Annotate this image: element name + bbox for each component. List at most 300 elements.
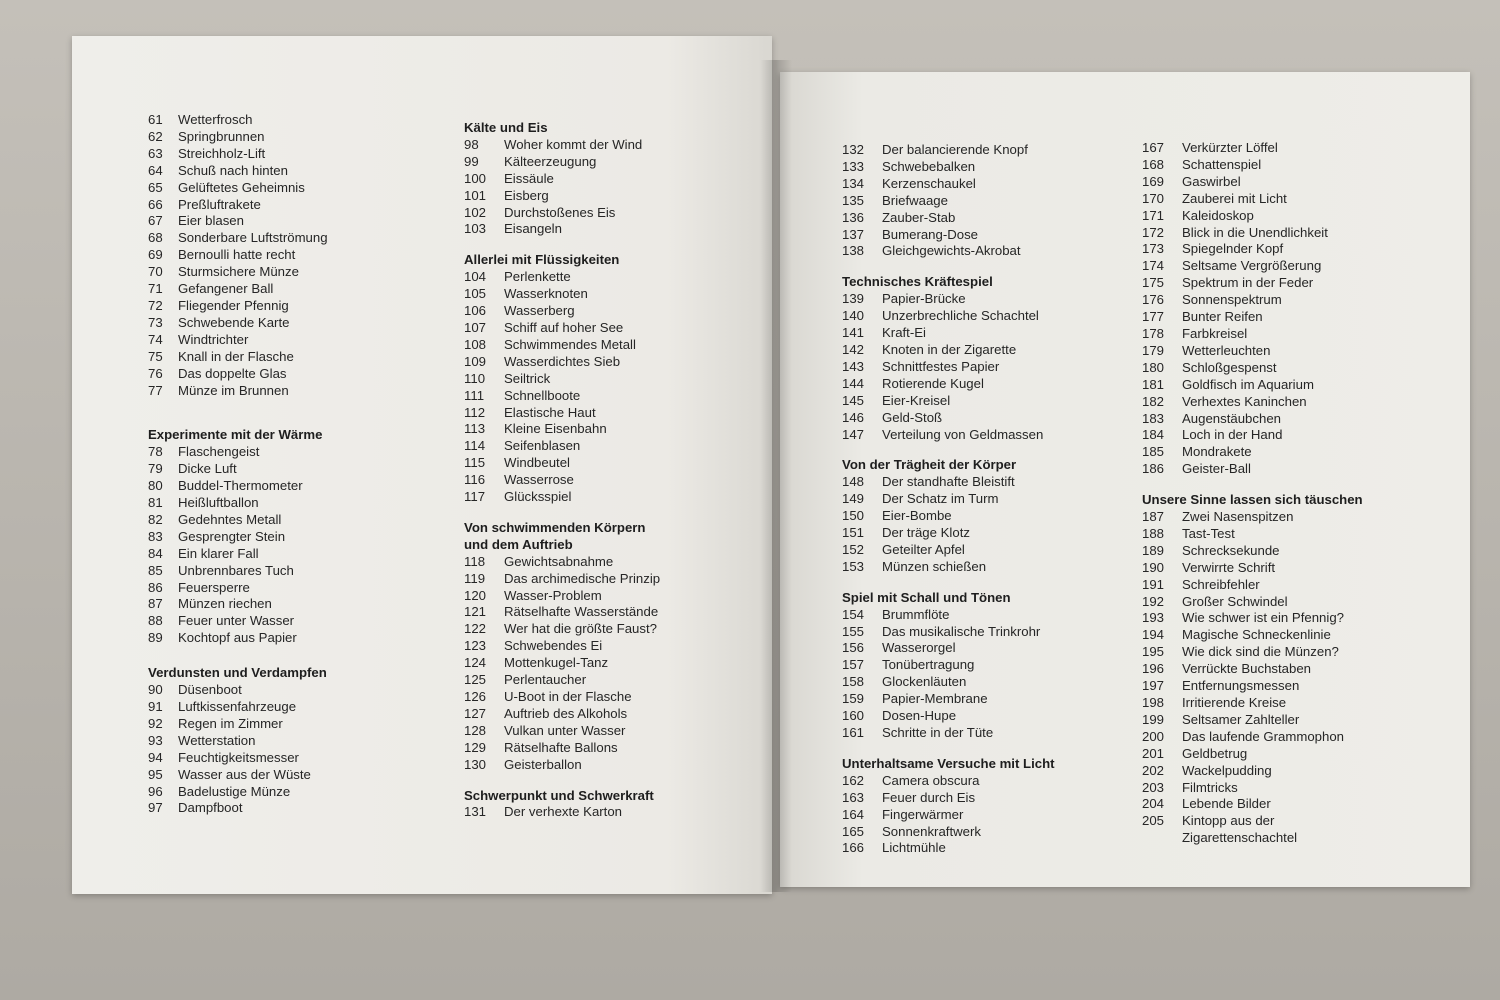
toc-entry xyxy=(842,691,1055,708)
entry-title: Woher kommt der Wind xyxy=(504,136,643,152)
toc-column-3 xyxy=(842,142,1055,857)
entry-number: 153 xyxy=(842,558,865,574)
entry-number: 126 xyxy=(464,689,487,704)
section-heading: Schwerpunkt und Schwerkraft xyxy=(464,787,654,803)
toc-entry xyxy=(464,421,660,438)
toc-entry xyxy=(148,163,328,180)
entry-number: 110 xyxy=(464,370,486,386)
right-page xyxy=(780,72,1470,887)
toc-entry xyxy=(148,461,328,478)
entry-title: Verkürzter Löffel xyxy=(1182,140,1278,155)
toc-block xyxy=(1142,509,1363,830)
toc-entry xyxy=(1142,275,1363,292)
entry-title: Der träge Klotz xyxy=(882,525,970,541)
entry-title: Fingerwärmer xyxy=(882,806,964,822)
toc-entry xyxy=(148,512,328,529)
entry-number: 190 xyxy=(1142,559,1165,575)
entry-number: 114 xyxy=(464,438,486,454)
entry-number: 99 xyxy=(464,153,479,169)
entry-number: 197 xyxy=(1142,678,1165,694)
entry-title: Lichtmühle xyxy=(882,840,946,856)
toc-entry xyxy=(842,725,1055,742)
entry-number: 200 xyxy=(1142,728,1165,744)
toc-entry xyxy=(842,525,1055,542)
toc-entry xyxy=(1142,661,1363,678)
entry-title: Feuer durch Eis xyxy=(882,789,976,805)
toc-entry xyxy=(464,571,660,588)
entry-number: 205 xyxy=(1142,813,1165,829)
entry-number: 160 xyxy=(842,708,865,724)
entry-number: 140 xyxy=(842,308,865,324)
entry-number: 165 xyxy=(842,823,865,839)
entry-title: Seifenblasen xyxy=(504,438,581,454)
entry-title: Kerzenschaukel xyxy=(882,175,976,191)
toc-entry xyxy=(148,563,328,580)
entry-title: Eisangeln xyxy=(504,221,562,237)
entry-title: Brummflöte xyxy=(882,606,950,622)
entry-number: 187 xyxy=(1142,509,1165,525)
toc-entry xyxy=(464,286,660,303)
entry-title: Großer Schwindel xyxy=(1182,593,1288,609)
entry-title: Farbkreisel xyxy=(1182,325,1248,341)
entry-number: 106 xyxy=(464,303,487,319)
entry-title: Wasser-Problem xyxy=(504,587,602,603)
entry-title: Magische Schneckenlinie xyxy=(1182,627,1331,643)
toc-entry xyxy=(1142,526,1363,543)
toc-entry xyxy=(148,383,328,400)
entry-number: 172 xyxy=(1142,224,1165,240)
toc-entry xyxy=(464,489,660,506)
entry-title: Seiltrick xyxy=(504,370,551,386)
toc-entry xyxy=(1142,427,1363,444)
toc-entry xyxy=(464,588,660,605)
entry-title: Seltsame Vergrößerung xyxy=(1182,258,1322,274)
entry-number: 182 xyxy=(1142,393,1165,409)
entry-number: 65 xyxy=(148,179,163,195)
toc-entry xyxy=(842,376,1055,393)
toc-block xyxy=(464,269,660,506)
toc-entry xyxy=(842,624,1055,641)
entry-number: 113 xyxy=(464,421,486,437)
toc-entry xyxy=(842,491,1055,508)
entry-number: 62 xyxy=(148,128,163,144)
entry-number: 180 xyxy=(1142,359,1165,375)
entry-title: Wetterleuchten xyxy=(1182,342,1271,358)
entry-number: 89 xyxy=(148,630,163,646)
toc-entry xyxy=(842,159,1055,176)
toc-entry xyxy=(464,472,660,489)
entry-title: Der standhafte Bleistift xyxy=(882,474,1015,490)
toc-entry xyxy=(842,291,1055,308)
toc-entry xyxy=(148,332,328,349)
toc-entry xyxy=(1142,678,1363,695)
entry-number: 158 xyxy=(842,674,865,690)
entry-number: 109 xyxy=(464,353,487,369)
toc-entry xyxy=(148,281,328,298)
entry-title: Verrückte Buchstaben xyxy=(1182,661,1312,677)
entry-title: Lebende Bilder xyxy=(1182,796,1271,812)
toc-entry xyxy=(148,197,328,214)
entry-number: 72 xyxy=(148,297,163,313)
entry-title: Verwirrte Schrift xyxy=(1182,559,1276,575)
toc-entry xyxy=(464,171,660,188)
entry-title: Wetterstation xyxy=(178,732,256,748)
entry-title: Gefangener Ball xyxy=(178,281,274,297)
entry-number: 119 xyxy=(464,570,486,586)
entry-number: 185 xyxy=(1142,444,1165,460)
entry-title: Münzen schießen xyxy=(882,558,987,574)
entry-number: 111 xyxy=(464,387,485,403)
entry-title: Preßluftrakete xyxy=(178,196,261,212)
entry-title: Geister-Ball xyxy=(1182,461,1251,477)
entry-number: 192 xyxy=(1142,593,1165,609)
section-heading: Kälte und Eis xyxy=(464,120,548,135)
toc-entry xyxy=(842,243,1055,260)
entry-number: 144 xyxy=(842,375,865,391)
toc-entry xyxy=(842,824,1055,841)
entry-number: 125 xyxy=(464,672,487,688)
entry-number: 91 xyxy=(148,699,163,714)
entry-number: 130 xyxy=(464,756,487,772)
entry-number: 83 xyxy=(148,528,163,544)
entry-number: 66 xyxy=(148,196,163,212)
entry-number: 196 xyxy=(1142,661,1165,677)
toc-entry xyxy=(464,672,660,689)
entry-title: Vulkan unter Wasser xyxy=(504,722,626,738)
entry-title: Feuer unter Wasser xyxy=(178,613,295,629)
toc-entry xyxy=(1142,174,1363,191)
toc-entry xyxy=(148,613,328,630)
entry-number: 78 xyxy=(148,444,163,460)
toc-column-2 xyxy=(464,120,660,821)
entry-number: 95 xyxy=(148,766,163,782)
toc-entry xyxy=(148,180,328,197)
toc-entry xyxy=(464,706,660,723)
section-heading-line-2: und dem Auftrieb xyxy=(464,536,573,552)
entry-title: Windbeutel xyxy=(504,455,570,471)
entry-title: Kaleidoskop xyxy=(1182,207,1254,223)
entry-title: Glücksspiel xyxy=(504,489,572,505)
toc-entry xyxy=(1142,140,1363,157)
entry-number: 176 xyxy=(1142,292,1165,308)
toc-entry xyxy=(148,247,328,264)
entry-title: Wasserberg xyxy=(504,303,575,319)
toc-entry xyxy=(148,349,328,366)
toc-entry xyxy=(464,154,660,171)
entry-number: 145 xyxy=(842,392,865,408)
entry-title: Windtrichter xyxy=(178,331,249,347)
entry-title: Schwebebalken xyxy=(882,158,976,174)
entry-title: Schwimmendes Metall xyxy=(504,336,636,352)
entry-number: 159 xyxy=(842,691,865,707)
section-heading: Technisches Kräftespiel xyxy=(842,274,993,290)
entry-number: 127 xyxy=(464,705,487,721)
toc-entry xyxy=(842,474,1055,491)
toc-entry xyxy=(842,807,1055,824)
toc-entry xyxy=(1142,543,1363,560)
toc-entry xyxy=(1142,746,1363,763)
entry-title: Entfernungsmessen xyxy=(1182,678,1300,694)
entry-title: Goldfisch im Aquarium xyxy=(1182,376,1314,392)
toc-entry xyxy=(464,354,660,371)
entry-title: Geldbetrug xyxy=(1182,745,1248,761)
entry-title: Kraft-Ei xyxy=(882,325,926,341)
entry-title: U-Boot in der Flasche xyxy=(504,689,632,704)
section-heading: Von schwimmenden Körpern xyxy=(464,519,646,535)
entry-title: Verhextes Kaninchen xyxy=(1182,393,1307,409)
toc-block xyxy=(148,682,328,817)
toc-entry xyxy=(148,580,328,597)
entry-title: Verteilung von Geldmassen xyxy=(882,426,1044,442)
toc-entry xyxy=(464,455,660,472)
entry-title: Sturmsichere Münze xyxy=(178,264,299,280)
entry-title: Schwebende Karte xyxy=(178,314,290,330)
entry-title: Eier-Bombe xyxy=(882,508,952,524)
toc-entry xyxy=(148,529,328,546)
entry-title: Das archimedische Prinzip xyxy=(504,570,661,586)
entry-title: Buddel-Thermometer xyxy=(178,478,303,494)
toc-entry xyxy=(148,733,328,750)
toc-entry xyxy=(148,699,328,716)
entry-title: Papier-Brücke xyxy=(882,291,966,307)
entry-number: 163 xyxy=(842,789,865,805)
entry-title: Kochtopf aus Papier xyxy=(178,630,297,646)
entry-title: Wer hat die größte Faust? xyxy=(504,621,657,637)
entry-number: 100 xyxy=(464,170,487,186)
toc-entry xyxy=(1142,644,1363,661)
toc-entry xyxy=(1142,509,1363,526)
entry-title: Gedehntes Metall xyxy=(178,511,282,527)
toc-entry xyxy=(148,682,328,699)
entry-title: Zauberei mit Licht xyxy=(1182,190,1287,206)
entry-title: Wasserrose xyxy=(504,472,574,488)
toc-entry xyxy=(464,337,660,354)
entry-number: 102 xyxy=(464,204,487,220)
toc-entry xyxy=(1142,394,1363,411)
entry-number: 124 xyxy=(464,655,487,671)
entry-number: 175 xyxy=(1142,275,1165,291)
entry-title: Münzen riechen xyxy=(178,596,272,612)
toc-entry xyxy=(464,371,660,388)
entry-title: Augenstäubchen xyxy=(1182,410,1281,426)
entry-number: 97 xyxy=(148,800,163,816)
entry-number: 198 xyxy=(1142,695,1165,710)
entry-number: 71 xyxy=(148,281,163,297)
toc-entry xyxy=(464,621,660,638)
toc-block xyxy=(148,112,328,399)
toc-entry xyxy=(842,840,1055,857)
toc-entry xyxy=(842,325,1055,342)
entry-title: Schattenspiel xyxy=(1182,156,1262,172)
toc-entry xyxy=(148,800,328,817)
entry-number: 85 xyxy=(148,562,163,578)
entry-title: Eier blasen xyxy=(178,213,244,229)
entry-title: Tonübertragung xyxy=(882,657,975,673)
entry-title: Schritte in der Tüte xyxy=(882,725,994,740)
entry-number: 139 xyxy=(842,291,865,307)
entry-number: 67 xyxy=(148,213,163,229)
entry-number: 135 xyxy=(842,192,865,208)
entry-title: Rotierende Kugel xyxy=(882,375,984,391)
entry-title: Zwei Nasenspitzen xyxy=(1182,509,1294,525)
book-gutter xyxy=(760,60,792,892)
toc-entry xyxy=(464,723,660,740)
entry-number: 161 xyxy=(842,725,865,740)
entry-title: Badelustige Münze xyxy=(178,783,291,799)
toc-entry xyxy=(842,227,1055,244)
toc-entry xyxy=(1142,411,1363,428)
toc-entry xyxy=(148,213,328,230)
entry-title: Gelüftetes Geheimnis xyxy=(178,179,305,195)
entry-number: 157 xyxy=(842,657,865,673)
entry-number: 76 xyxy=(148,365,163,381)
toc-block xyxy=(842,773,1055,858)
toc-entry xyxy=(842,790,1055,807)
entry-number: 142 xyxy=(842,341,865,357)
toc-entry xyxy=(148,264,328,281)
section-heading: Verdunsten und Verdampfen xyxy=(148,665,327,681)
entry-number: 118 xyxy=(464,553,486,569)
entry-number: 82 xyxy=(148,511,163,527)
entry-number: 201 xyxy=(1142,745,1165,761)
toc-entry xyxy=(148,767,328,784)
entry-number: 194 xyxy=(1142,627,1165,643)
entry-title: Der balancierende Knopf xyxy=(882,142,1028,157)
entry-title: Schwebendes Ei xyxy=(504,638,603,654)
toc-entry xyxy=(464,655,660,672)
toc-entry xyxy=(464,438,660,455)
toc-entry xyxy=(148,112,328,129)
entry-title: Springbrunnen xyxy=(178,128,265,144)
toc-entry xyxy=(842,393,1055,410)
toc-entry xyxy=(148,129,328,146)
toc-entry xyxy=(1142,360,1363,377)
toc-entry xyxy=(1142,241,1363,258)
toc-entry xyxy=(1142,712,1363,729)
toc-column-1 xyxy=(148,112,328,817)
section-heading: Unterhaltsame Versuche mit Licht xyxy=(842,755,1055,771)
toc-entry xyxy=(148,298,328,315)
entry-number: 174 xyxy=(1142,258,1165,274)
entry-number: 186 xyxy=(1142,461,1165,477)
entry-title: Geisterballon xyxy=(504,756,582,772)
entry-number: 128 xyxy=(464,722,487,738)
toc-entry xyxy=(1142,627,1363,644)
entry-number: 86 xyxy=(148,579,163,595)
entry-number: 74 xyxy=(148,331,163,347)
entry-number: 170 xyxy=(1142,190,1165,206)
section-heading: Allerlei mit Flüssigkeiten xyxy=(464,252,620,268)
entry-number: 178 xyxy=(1142,325,1165,341)
entry-title: Geld-Stoß xyxy=(882,409,943,425)
toc-entry xyxy=(842,193,1055,210)
toc-entry xyxy=(464,269,660,286)
left-page xyxy=(72,36,772,894)
entry-title: Loch in der Hand xyxy=(1182,427,1283,443)
toc-entry xyxy=(464,320,660,337)
toc-entry xyxy=(148,596,328,613)
toc-entry xyxy=(842,359,1055,376)
toc-entry xyxy=(1142,292,1363,309)
entry-title: Seltsamer Zahlteller xyxy=(1182,711,1300,727)
section-heading: Unsere Sinne lassen sich täuschen xyxy=(1142,492,1363,508)
entry-number: 136 xyxy=(842,209,865,225)
entry-title: Eier-Kreisel xyxy=(882,392,951,408)
entry-number: 191 xyxy=(1142,576,1165,592)
entry-number: 150 xyxy=(842,508,865,524)
entry-number: 189 xyxy=(1142,542,1165,558)
toc-entry xyxy=(842,508,1055,525)
toc-entry xyxy=(464,405,660,422)
entry-number: 203 xyxy=(1142,779,1165,795)
entry-title: Eissäule xyxy=(504,170,554,186)
entry-title: Blick in die Unendlichkeit xyxy=(1182,224,1328,240)
entry-title: Schuß nach hinten xyxy=(178,162,288,178)
entry-number: 138 xyxy=(842,243,865,259)
toc-entry xyxy=(464,205,660,222)
toc-block xyxy=(842,474,1055,575)
toc-entry xyxy=(148,315,328,332)
toc-entry xyxy=(1142,610,1363,627)
toc-entry xyxy=(464,554,660,571)
toc-entry xyxy=(1142,444,1363,461)
entry-number: 116 xyxy=(464,472,486,488)
entry-number: 193 xyxy=(1142,610,1165,626)
entry-number: 108 xyxy=(464,336,487,352)
entry-title: Feuchtigkeitsmesser xyxy=(178,749,299,765)
entry-title: Düsenboot xyxy=(178,682,242,698)
entry-title: Papier-Membrane xyxy=(882,691,988,707)
entry-title: Filmtricks xyxy=(1182,779,1238,795)
entry-number: 92 xyxy=(148,715,163,731)
entry-number: 131 xyxy=(464,804,487,820)
entry-number: 137 xyxy=(842,226,865,242)
entry-title: Knall in der Flasche xyxy=(178,348,294,364)
entry-number: 168 xyxy=(1142,156,1165,172)
entry-number: 87 xyxy=(148,596,163,612)
entry-number: 101 xyxy=(464,187,487,203)
entry-title: Regen im Zimmer xyxy=(178,715,283,731)
entry-number: 79 xyxy=(148,461,163,477)
entry-title: Knoten in der Zigarette xyxy=(882,341,1017,357)
entry-number: 84 xyxy=(148,545,163,561)
entry-title: Bernoulli hatte recht xyxy=(178,247,296,263)
entry-number: 188 xyxy=(1142,525,1165,541)
toc-entry xyxy=(464,804,660,821)
entry-number: 204 xyxy=(1142,796,1165,812)
entry-title: Der verhexte Karton xyxy=(504,804,623,820)
entry-number: 181 xyxy=(1142,376,1165,392)
entry-number: 122 xyxy=(464,621,487,637)
entry-title: Wie schwer ist ein Pfennig? xyxy=(1182,610,1344,626)
entry-title: Gesprengter Stein xyxy=(178,528,286,544)
entry-title: Sonderbare Luftströmung xyxy=(178,230,328,246)
toc-entry xyxy=(464,388,660,405)
entry-title: Kleine Eisenbahn xyxy=(504,421,607,437)
toc-entry xyxy=(1142,461,1363,478)
toc-entry xyxy=(464,303,660,320)
toc-entry xyxy=(464,221,660,238)
entry-title: Mondrakete xyxy=(1182,444,1252,460)
entry-title: Schreibfehler xyxy=(1182,576,1260,592)
toc-entry xyxy=(842,674,1055,691)
toc-entry xyxy=(148,444,328,461)
entry-title: Schnittfestes Papier xyxy=(882,358,1000,374)
toc-entry-continuation: Zigarettenschachtel xyxy=(1182,830,1298,846)
entry-title: Bunter Reifen xyxy=(1182,309,1263,325)
toc-entry xyxy=(842,708,1055,725)
toc-entry xyxy=(1142,813,1363,830)
